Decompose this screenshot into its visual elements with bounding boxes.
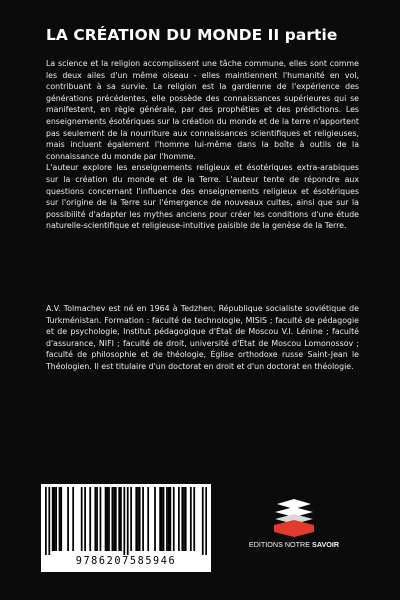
publisher-mark	[246, 498, 342, 558]
barcode-bar	[173, 487, 175, 551]
synopsis-paragraph: L'auteur explore les enseignements religieux et ésotériques extra-arabiques sur la création du monde et de la Terre. L'auteur tente de répondre aux questions concernant l'influence des enseignements religieux et ésotériques sur l'origine de la Terre sur l'émergence de nouveaux cultes, ainsi que sur la possibilité d'adapter les mythes anciens pour créer les conditions d'une étude naturelle-scientifique et religieuse-intuitive paisible de la genèse de la Terre.	[46, 163, 359, 231]
barcode-bar	[159, 487, 161, 551]
barcode-bar	[55, 487, 57, 551]
synopsis-paragraph: La science et la religion accomplissent une tâche commune, elles sont comme les deux ailes d'un même oiseau - elles maintiennent l'humanité en vol, contribuant à sa survie. La religion est la gardienne de l'expérience des générations précédentes, elle possède des connaissances supérieures qui se manifestent, en règle générale, par des prophéties et des prédictions. Les enseignements ésotériques sur la création du monde et de la terre n'apportent pas seulement de la nourriture aux connaissances scientifiques et religieuses, mais incluent également l'homme lui-même dans la boîte à outils de la connaissance du monde par l'homme.	[46, 59, 359, 161]
barcode-bar	[193, 487, 195, 551]
barcode-bar	[137, 487, 139, 551]
barcode-bar	[130, 487, 132, 551]
barcode-bar	[147, 487, 149, 551]
barcode-bar	[166, 487, 168, 551]
barcode-bar	[96, 487, 98, 551]
author-biography	[46, 303, 359, 373]
barcode-bar	[185, 487, 187, 551]
barcode-bar	[202, 487, 204, 555]
logo-book-red	[274, 520, 314, 537]
barcode-bar	[113, 487, 115, 551]
barcode-bar	[89, 487, 91, 551]
barcode-bar	[161, 487, 163, 551]
barcode-bar	[45, 487, 47, 555]
barcode-bar	[112, 487, 114, 551]
barcode-bar	[154, 487, 156, 551]
barcode-bar	[127, 487, 129, 555]
barcode-bar	[94, 487, 96, 551]
barcode-bar	[169, 487, 171, 551]
publisher-name	[246, 540, 342, 549]
barcode-bar	[105, 487, 107, 551]
barcode-bar	[139, 487, 141, 551]
barcode-bars	[45, 487, 207, 555]
barcode-bar	[67, 487, 69, 551]
barcode-bar	[183, 487, 185, 551]
barcode-bar	[168, 487, 170, 551]
barcode-bar	[84, 487, 86, 551]
barcode-bar	[108, 487, 110, 551]
barcode-bar	[72, 487, 74, 551]
barcode-bar	[120, 487, 122, 551]
book-title: LA CRÉATION DU MONDE II partie	[46, 26, 338, 44]
barcode-bar	[106, 487, 108, 551]
book-synopsis	[46, 58, 359, 232]
barcode-bar	[48, 487, 50, 555]
isbn-barcode	[41, 484, 211, 572]
barcode-bar	[123, 487, 125, 555]
barcode-bar	[163, 487, 165, 551]
barcode-bar	[54, 487, 56, 551]
barcode-bar	[52, 487, 54, 551]
stacked-books-logo-icon	[271, 498, 317, 538]
barcode-bar	[115, 487, 117, 551]
barcode-bar	[135, 487, 137, 551]
barcode-bar	[60, 487, 62, 551]
barcode-digits: 9786207585946	[75, 556, 177, 567]
barcode-bar	[190, 487, 192, 551]
author-bio-text: A.V. Tolmachev est né en 1964 à Tedzhen, République socialiste soviétique de Turkménistan. Formation : faculté de technologie, MISIS ; faculté de pédagogie et de psychologie, Institut pédagogique d'État de Moscou V.I. Lénine ; faculté d'assurance, NIFI ; faculté de droit, université d'État de Moscou Lomonossov ; faculté de philosophie et de théologie, Église orthodoxe russe Saint-Jean le Théologien. Il est titulaire d'un doctorat en droit et d'un doctorat en théologie.	[46, 304, 359, 371]
barcode-bar	[81, 487, 83, 551]
publisher-name-plain: EDITIONS NOTRE	[248, 540, 313, 549]
barcode-bar	[142, 487, 144, 551]
barcode-bar	[100, 487, 102, 551]
barcode-bar	[181, 487, 183, 551]
barcode-bar	[59, 487, 61, 551]
barcode-bar	[118, 487, 120, 551]
publisher-name-bold: SAVOIR	[312, 540, 340, 549]
barcode-bar	[205, 487, 207, 555]
barcode-bar	[178, 487, 180, 551]
